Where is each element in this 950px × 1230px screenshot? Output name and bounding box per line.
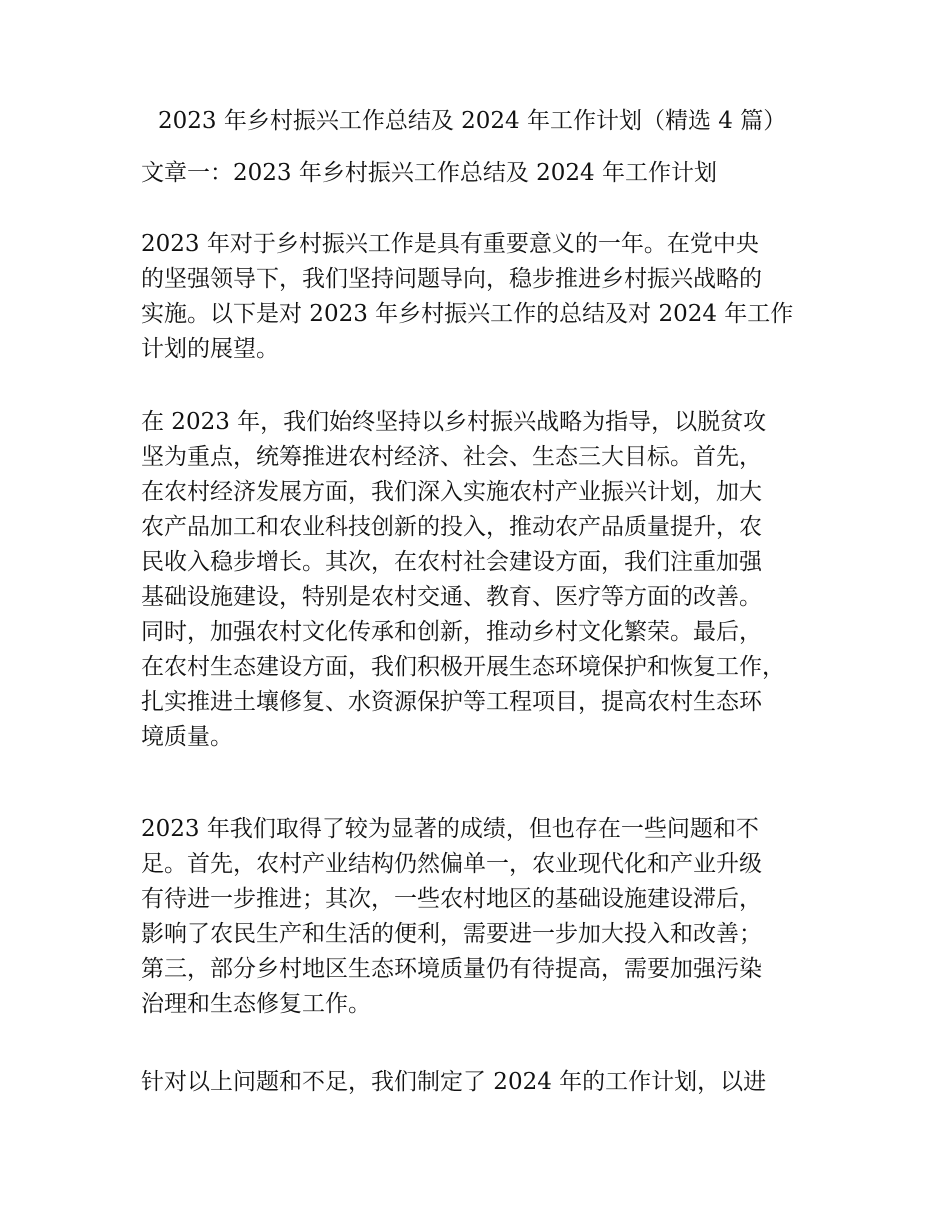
text-line: 基础设施建设，特别是农村交通、教育、医疗等方面的改善。	[141, 584, 762, 610]
text-line: 治理和生态修复工作。	[141, 991, 371, 1017]
text-line: 计划的展望。	[141, 336, 279, 362]
text-line: 农产品加工和农业科技创新的投入，推动农产品质量提升，农	[141, 514, 762, 540]
text-line: 在农村生态建设方面，我们积极开展生态环境保护和恢复工作，	[141, 654, 785, 680]
text-line: 影响了农民生产和生活的便利，需要进一步加大投入和改善；	[141, 921, 762, 947]
paragraph-plan	[141, 1065, 831, 1100]
paragraph-achievements	[141, 405, 831, 755]
text-line: 的坚强领导下，我们坚持问题导向，稳步推进乡村振兴战略的	[141, 266, 762, 292]
text-line: 在 2023 年，我们始终坚持以乡村振兴战略为指导，以脱贫攻	[141, 409, 767, 435]
text-line: 民收入稳步增长。其次，在农村社会建设方面，我们注重加强	[141, 549, 762, 575]
text-line: 2023 年我们取得了较为显著的成绩，但也存在一些问题和不	[141, 816, 759, 842]
text-line: 针对以上问题和不足，我们制定了 2024 年的工作计划，以进	[141, 1069, 767, 1095]
text-line: 第三，部分乡村地区生态环境质量仍有待提高，需要加强污染	[141, 956, 762, 982]
text-line: 扎实推进土壤修复、水资源保护等工程项目，提高农村生态环	[141, 689, 762, 715]
document-title: 2023 年乡村振兴工作总结及 2024 年工作计划（精选 4 篇）	[158, 108, 787, 134]
text-line: 实施。以下是对 2023 年乡村振兴工作的总结及对 2024 年工作	[141, 301, 794, 327]
article-heading: 文章一：2023 年乡村振兴工作总结及 2024 年工作计划	[141, 160, 717, 186]
text-line: 在农村经济发展方面，我们深入实施农村产业振兴计划，加大	[141, 479, 762, 505]
text-line: 2023 年对于乡村振兴工作是具有重要意义的一年。在党中央	[141, 231, 759, 257]
text-line: 坚为重点，统筹推进农村经济、社会、生态三大目标。首先，	[141, 444, 762, 470]
text-line: 足。首先，农村产业结构仍然偏单一，农业现代化和产业升级	[141, 851, 762, 877]
paragraph-problems	[141, 812, 831, 1022]
text-line: 境质量。	[141, 724, 233, 750]
text-line: 有待进一步推进；其次，一些农村地区的基础设施建设滞后，	[141, 886, 762, 912]
paragraph-intro	[141, 227, 831, 367]
text-line: 同时，加强农村文化传承和创新，推动乡村文化繁荣。最后，	[141, 619, 762, 645]
